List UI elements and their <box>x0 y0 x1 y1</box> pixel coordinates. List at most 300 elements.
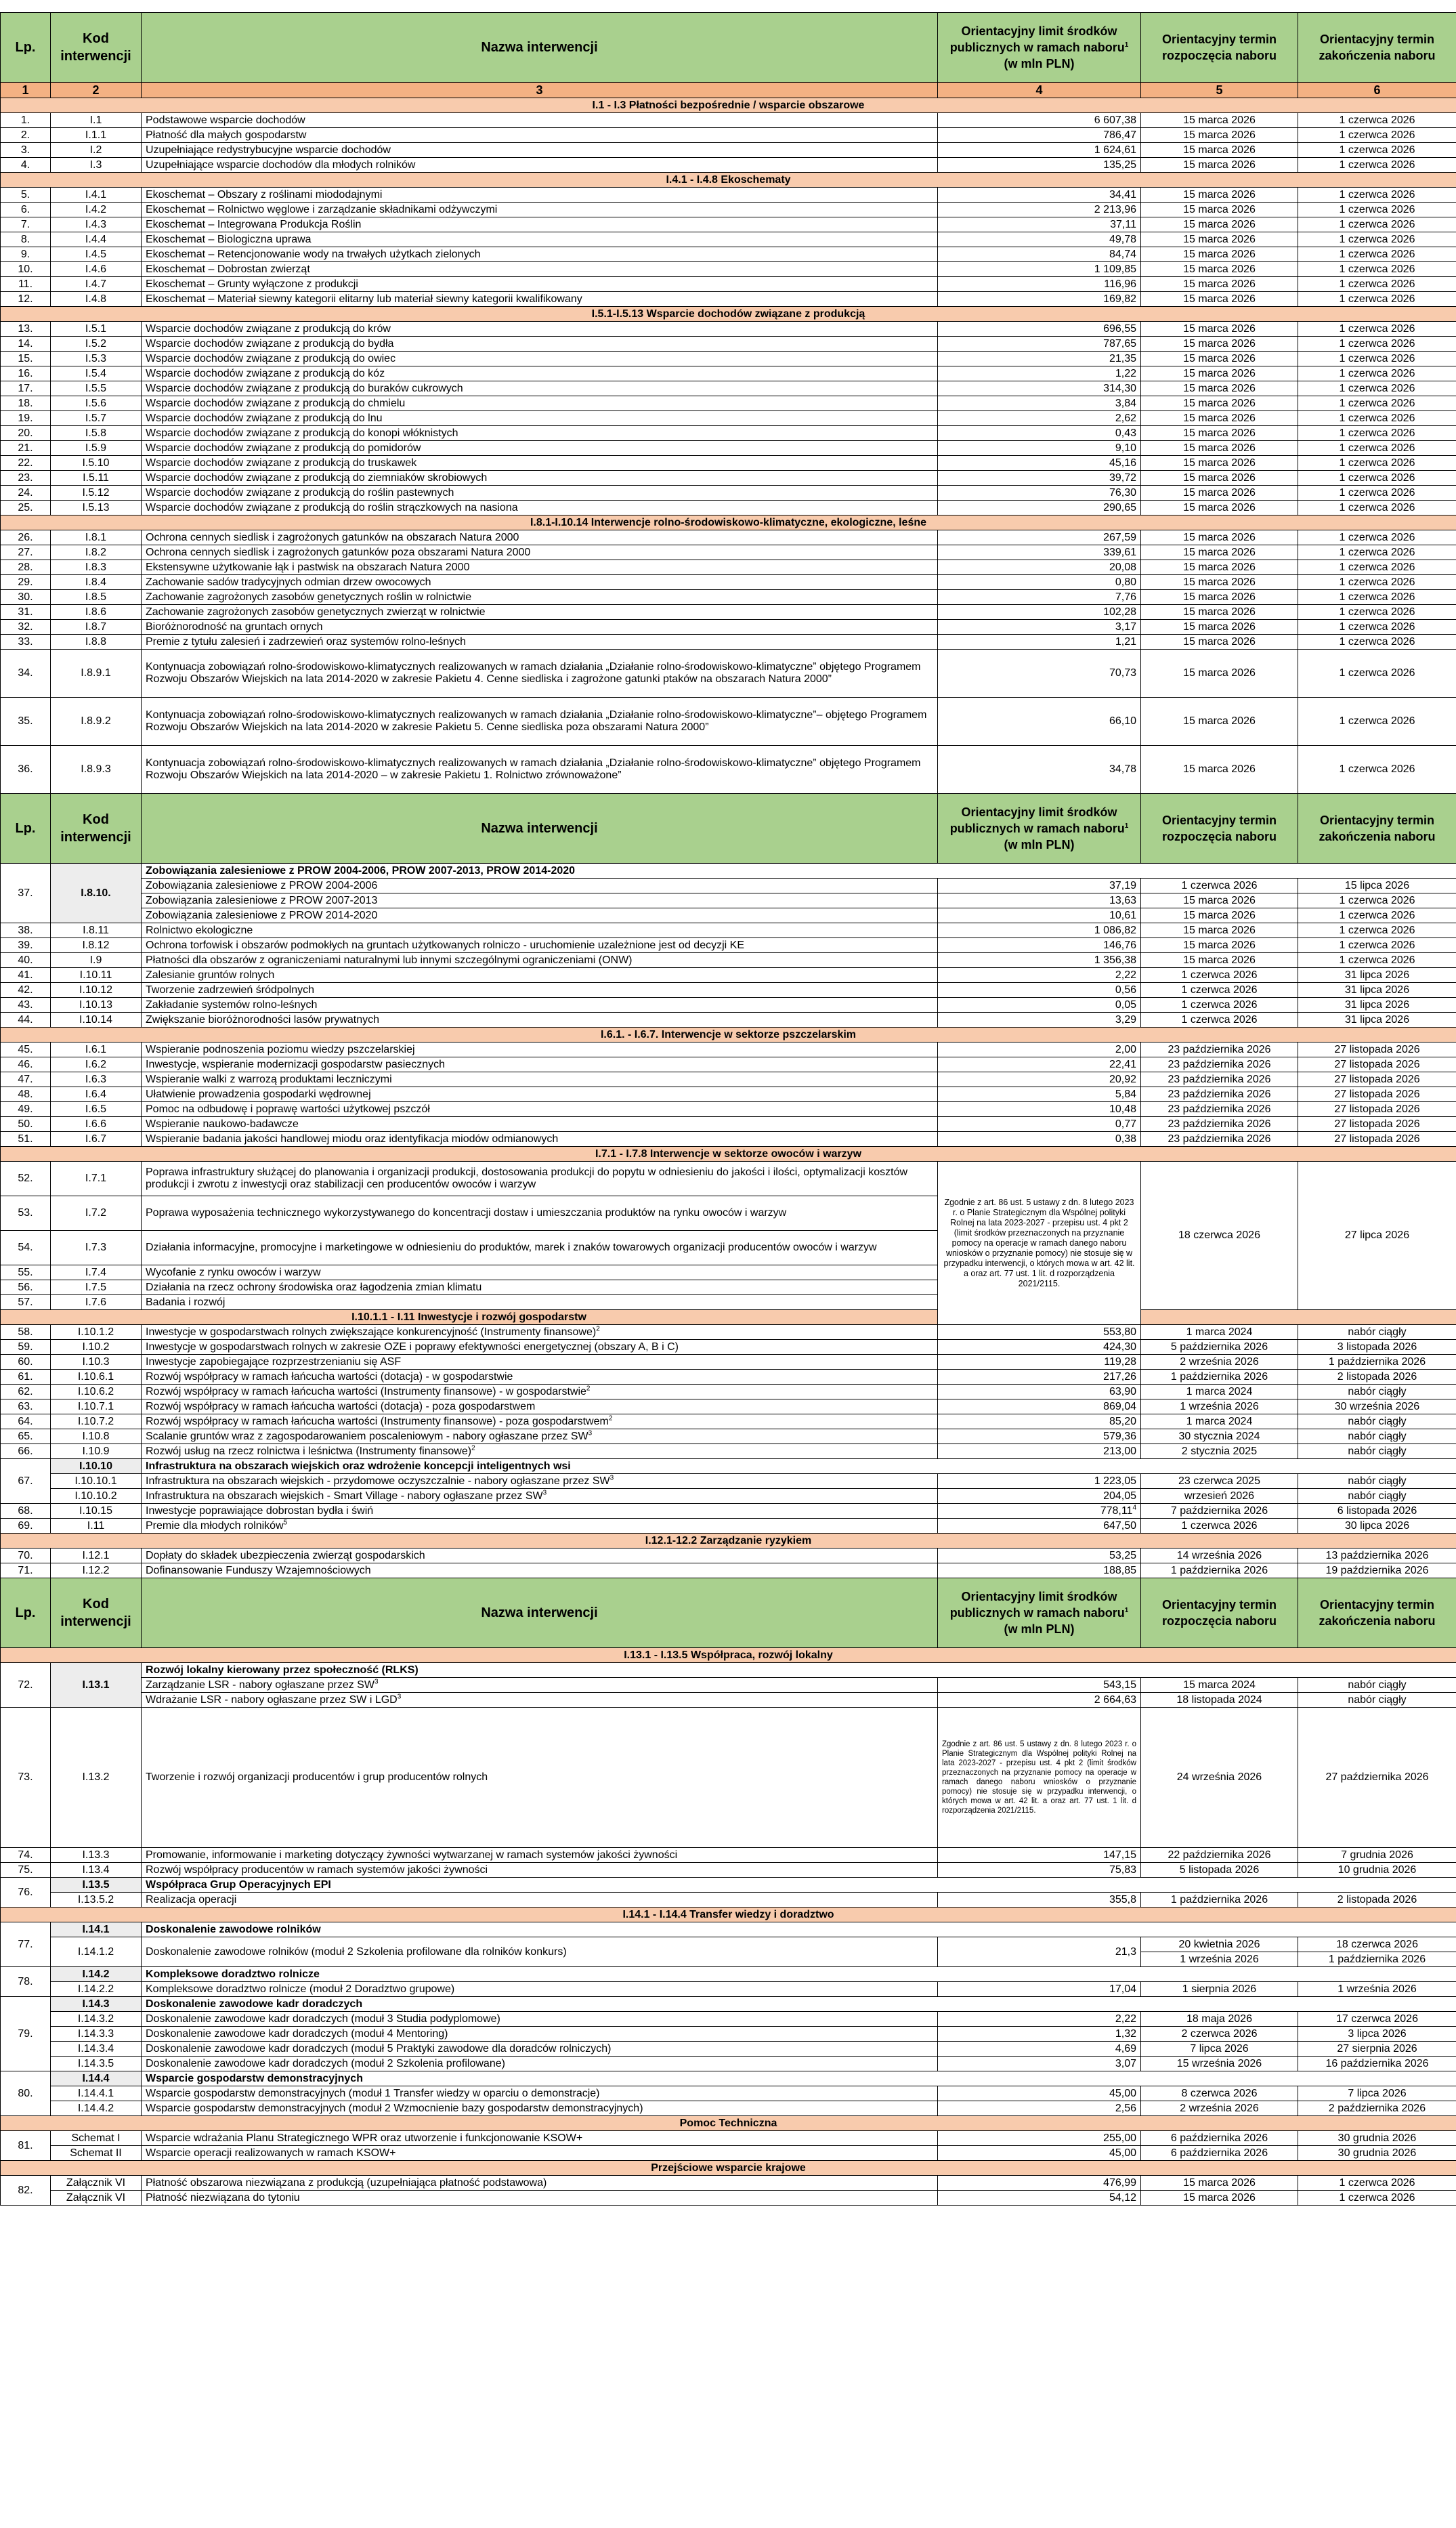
section-row <box>1 307 1456 322</box>
row-start: 15 marca 2026 <box>1141 698 1298 746</box>
row-kod: I.10.14 <box>51 1013 142 1028</box>
row-start: 18 maja 2026 <box>1141 2012 1298 2027</box>
row-limit: 22,41 <box>938 1057 1141 1072</box>
row-lp: 10. <box>1 262 51 277</box>
row-end: 1 czerwca 2026 <box>1298 292 1456 307</box>
footnote-mark: 4 <box>1132 1504 1136 1512</box>
row-start: 1 września 2026 <box>1141 1399 1298 1414</box>
section-title: I.8.1-I.10.14 Interwencje rolno-środowiskowo-klimatyczne, ekologiczne, leśne <box>1 515 1456 530</box>
row-name: Uzupełniające wsparcie dochodów dla młodych rolników <box>142 158 938 173</box>
table-row <box>1 1444 1456 1459</box>
row-limit: 2 664,63 <box>938 1693 1141 1708</box>
row-end: 27 lipca 2026 <box>1298 1162 1456 1310</box>
row-name: Kompleksowe doradztwo rolnicze (moduł 2 Doradztwo grupowe) <box>142 1982 938 1997</box>
row-kod: Załącznik VI <box>51 2191 142 2206</box>
row-start: 15 marca 2026 <box>1141 158 1298 173</box>
row-kod: I.10.11 <box>51 968 142 983</box>
group-sub-row <box>1 2101 1456 2116</box>
col-header-lp: Lp. <box>1 794 51 864</box>
group-title: Infrastruktura na obszarach wiejskich oraz wdrożenie koncepcji inteligentnych wsi <box>142 1459 1456 1474</box>
row-limit: 7,76 <box>938 590 1141 605</box>
row-lp: 63. <box>1 1399 51 1414</box>
row-start: 15 marca 2026 <box>1141 262 1298 277</box>
row-kod: I.10.7.2 <box>51 1414 142 1429</box>
group-sub-row <box>1 879 1456 893</box>
section-row <box>1 1534 1456 1549</box>
row-limit: 147,15 <box>938 1848 1141 1863</box>
table-row <box>1 1057 1456 1072</box>
row-kod: I.8.8 <box>51 635 142 650</box>
row-name: Rozwój współpracy w ramach łańcucha wartości (Instrumenty finansowe) - w gospodarstwie$^2$ <box>142 1385 938 1399</box>
row-name: Ochrona cennych siedlisk i zagrożonych gatunków na obszarach Natura 2000 <box>142 530 938 545</box>
row-name: Zakładanie systemów rolno-leśnych <box>142 998 938 1013</box>
row-limit: 49,78 <box>938 232 1141 247</box>
table-row <box>1 1087 1456 1102</box>
row-end: 1 czerwca 2026 <box>1298 188 1456 203</box>
group-sub-row <box>1 2027 1456 2042</box>
table-row <box>1 217 1456 232</box>
row-name: Zobowiązania zalesieniowe z PROW 2004-2006 <box>142 879 938 893</box>
row-name: Płatność dla małych gospodarstw <box>142 128 938 143</box>
row-end: 27 listopada 2026 <box>1298 1057 1456 1072</box>
row-lp: 28. <box>1 560 51 575</box>
row-name: Doskonalenie zawodowe rolników (moduł 2 Szkolenia profilowane dla rolników konkurs) <box>142 1937 938 1967</box>
row-start: 15 marca 2026 <box>1141 232 1298 247</box>
row-kod: I.5.10 <box>51 456 142 471</box>
column-number: 3 <box>142 83 938 98</box>
footnote-mark: 3 <box>374 1678 379 1686</box>
row-lp: 16. <box>1 366 51 381</box>
row-kod: I.1 <box>51 113 142 128</box>
row-end: 1 czerwca 2026 <box>1298 575 1456 590</box>
row-name: Wsparcie dochodów związane z produkcją do lnu <box>142 411 938 426</box>
row-end: 16 października 2026 <box>1298 2057 1456 2071</box>
row-kod: I.10.15 <box>51 1504 142 1519</box>
group-title: Zobowiązania zalesieniowe z PROW 2004-2006, PROW 2007-2013, PROW 2014-2020 <box>142 864 1456 879</box>
row-lp: 7. <box>1 217 51 232</box>
row-limit: 45,16 <box>938 456 1141 471</box>
table-row <box>1 650 1456 698</box>
row-limit: 76,30 <box>938 486 1141 501</box>
row-name: Pomoc na odbudowę i poprawę wartości użytkowej pszczół <box>142 1102 938 1117</box>
row-kod: I.10.2 <box>51 1340 142 1355</box>
row-limit: 21,35 <box>938 352 1141 366</box>
row-end: 1 czerwca 2026 <box>1298 322 1456 337</box>
row-lp: 54. <box>1 1231 51 1265</box>
row-start: 15 marca 2026 <box>1141 545 1298 560</box>
row-limit: 3,84 <box>938 396 1141 411</box>
row-lp: 50. <box>1 1117 51 1132</box>
row-lp: 23. <box>1 471 51 486</box>
row-kod: Załącznik VI <box>51 2176 142 2191</box>
row-limit: 0,80 <box>938 575 1141 590</box>
group-sub-row <box>1 893 1456 908</box>
row-limit: 54,12 <box>938 2191 1141 2206</box>
row-lp: 67. <box>1 1459 51 1504</box>
row-end: 7 grudnia 2026 <box>1298 1848 1456 1863</box>
row-lp: 69. <box>1 1519 51 1534</box>
table-row <box>1 530 1456 545</box>
row-limit: 476,99 <box>938 2176 1141 2191</box>
row-name: Promowanie, informowanie i marketing dotyczący żywności wytwarzanej w ramach systemów jakości żywności <box>142 1848 938 1863</box>
row-limit: 34,78 <box>938 746 1141 794</box>
row-name: Wsparcie dochodów związane z produkcją do buraków cukrowych <box>142 381 938 396</box>
row-limit: 778,11$^4$ <box>938 1504 1141 1519</box>
table-row <box>1 203 1456 217</box>
row-lp: 30. <box>1 590 51 605</box>
section-title: I.7.1 - I.7.8 Interwencje w sektorze owoców i warzyw <box>1 1147 1456 1162</box>
row-kod: I.14.3.3 <box>51 2027 142 2042</box>
row-lp: 59. <box>1 1340 51 1355</box>
row-limit: 1 624,61 <box>938 143 1141 158</box>
row-limit: 169,82 <box>938 292 1141 307</box>
row-kod: I.10.9 <box>51 1444 142 1459</box>
row-lp: 15. <box>1 352 51 366</box>
section-row <box>1 515 1456 530</box>
col-header-limit: Orientacyjny limit środków publicznych w ramach naboru$^1$ (w mln PLN) <box>938 13 1141 83</box>
row-start: 1 czerwca 2026 <box>1141 968 1298 983</box>
section-row <box>1 1648 1456 1663</box>
row-start: 15 marca 2026 <box>1141 337 1298 352</box>
table-row <box>1 1117 1456 1132</box>
row-limit: 116,96 <box>938 277 1141 292</box>
col-header-end: Orientacyjny termin zakończenia naboru <box>1298 13 1456 83</box>
row-limit: 255,00 <box>938 2131 1141 2146</box>
row-lp: 58. <box>1 1325 51 1340</box>
row-kod: I.10.6.1 <box>51 1370 142 1385</box>
table-row <box>1 590 1456 605</box>
row-kod: I.8.7 <box>51 620 142 635</box>
row-name: Premie z tytułu zalesień i zadrzewień oraz systemów rolno-leśnych <box>142 635 938 650</box>
header-row <box>1 794 1456 864</box>
row-end: nabór ciągły <box>1298 1414 1456 1429</box>
row-kod: I.4.5 <box>51 247 142 262</box>
row-name: Rolnictwo ekologiczne <box>142 923 938 938</box>
row-limit: 20,08 <box>938 560 1141 575</box>
row-end: nabór ciągły <box>1298 1693 1456 1708</box>
row-lp: 41. <box>1 968 51 983</box>
row-start: 15 marca 2026 <box>1141 143 1298 158</box>
row-limit: 39,72 <box>938 471 1141 486</box>
row-start: 15 marca 2026 <box>1141 923 1298 938</box>
row-limit: 786,47 <box>938 128 1141 143</box>
row-lp: 40. <box>1 953 51 968</box>
row-name: Wycofanie z rynku owoców i warzyw <box>142 1265 938 1280</box>
section-row <box>1 1310 1456 1325</box>
row-kod: I.13.5.2 <box>51 1893 142 1908</box>
row-start: 15 marca 2026 <box>1141 456 1298 471</box>
row-lp: 9. <box>1 247 51 262</box>
row-lp: 77. <box>1 1922 51 1967</box>
col-header-kod: Kod interwencji <box>51 1578 142 1648</box>
table-row <box>1 143 1456 158</box>
row-name: Poprawa wyposażenia technicznego wykorzystywanego do koncentracji dostaw i umieszczania produktów na rynku owoców i warzyw <box>142 1196 938 1231</box>
row-start: 1 czerwca 2026 <box>1141 1519 1298 1534</box>
table-row <box>1 1102 1456 1117</box>
row-name: Wsparcie dochodów związane z produkcją do roślin strączkowych na nasiona <box>142 501 938 515</box>
col-header-kod: Kod interwencji <box>51 794 142 864</box>
table-row <box>1 1429 1456 1444</box>
table-row <box>1 560 1456 575</box>
row-kod: I.4.8 <box>51 292 142 307</box>
row-kod: Schemat II <box>51 2146 142 2161</box>
row-lp: 74. <box>1 1848 51 1863</box>
row-end: 1 czerwca 2026 <box>1298 366 1456 381</box>
column-number: 5 <box>1141 83 1298 98</box>
row-kod: I.13.5 <box>51 1878 142 1893</box>
row-start: 15 marca 2026 <box>1141 893 1298 908</box>
row-start: 15 marca 2026 <box>1141 2191 1298 2206</box>
row-start: 7 października 2026 <box>1141 1504 1298 1519</box>
table-row <box>1 1414 1456 1429</box>
group-sub-row <box>1 2012 1456 2027</box>
col-header-end: Orientacyjny termin zakończenia naboru <box>1298 794 1456 864</box>
row-limit: 3,07 <box>938 2057 1141 2071</box>
row-name: Kontynuacja zobowiązań rolno-środowiskowo-klimatycznych realizowanych w ramach działania „Działanie rolno-środowiskowo-klimatyczne”– objętego Programem Rozwoju Obszarów Wiejskich na lata 2014-2020 w zakresie Pakietu 5. Cenne siedliska poza obszarami Natura 2000” <box>142 698 938 746</box>
row-end: 27 listopada 2026 <box>1298 1132 1456 1147</box>
row-name: Wsparcie dochodów związane z produkcją do roślin pastewnych <box>142 486 938 501</box>
table-row <box>1 1013 1456 1028</box>
row-kod: I.5.4 <box>51 366 142 381</box>
row-kod: I.5.6 <box>51 396 142 411</box>
row-end: 13 października 2026 <box>1298 1549 1456 1563</box>
row-name: Wsparcie gospodarstw demonstracyjnych (moduł 2 Wzmocnienie bazy gospodarstw demonstracyjnych) <box>142 2101 938 2116</box>
row-kod: I.7.6 <box>51 1295 142 1310</box>
row-start: 5 października 2026 <box>1141 1340 1298 1355</box>
row-start: 1 marca 2024 <box>1141 1414 1298 1429</box>
row-end: 19 października 2026 <box>1298 1563 1456 1578</box>
row-name: Płatność niezwiązana do tytoniu <box>142 2191 938 2206</box>
row-kod: I.5.3 <box>51 352 142 366</box>
group-title-row <box>1 1997 1456 2012</box>
row-name: Ekoschemat – Retencjonowanie wody na trwałych użytkach zielonych <box>142 247 938 262</box>
row-name: Wspieranie walki z warrozą produktami leczniczymi <box>142 1072 938 1087</box>
row-kod: I.10.8 <box>51 1429 142 1444</box>
row-kod: I.5.12 <box>51 486 142 501</box>
row-name: Inwestycje w gospodarstwach rolnych zwiększające konkurencyjność (Instrumenty finansowe)$^2$ <box>142 1325 938 1340</box>
table-row <box>1 1863 1456 1878</box>
row-kod: I.1.1 <box>51 128 142 143</box>
table-row <box>1 2176 1456 2191</box>
row-lp: 8. <box>1 232 51 247</box>
row-limit: 543,15 <box>938 1678 1141 1693</box>
row-start: 23 października 2026 <box>1141 1057 1298 1072</box>
table-row <box>1 1042 1456 1057</box>
table-row <box>1 605 1456 620</box>
column-number: 4 <box>938 83 1141 98</box>
row-lp: 34. <box>1 650 51 698</box>
row-name: Wsparcie dochodów związane z produkcją do kóz <box>142 366 938 381</box>
row-lp: 11. <box>1 277 51 292</box>
row-end: 1 czerwca 2026 <box>1298 698 1456 746</box>
row-limit: 0,43 <box>938 426 1141 441</box>
row-limit: 53,25 <box>938 1549 1141 1563</box>
row-kod: I.4.2 <box>51 203 142 217</box>
row-start: 23 października 2026 <box>1141 1042 1298 1057</box>
row-end: 1 czerwca 2026 <box>1298 893 1456 908</box>
row-name: Zachowanie zagrożonych zasobów genetycznych zwierząt w rolnictwie <box>142 605 938 620</box>
row-name: Ekoschemat – Dobrostan zwierząt <box>142 262 938 277</box>
row-start: 5 listopada 2026 <box>1141 1863 1298 1878</box>
row-name: Doskonalenie zawodowe kadr doradczych (moduł 4 Mentoring) <box>142 2027 938 2042</box>
row-kod: I.4.3 <box>51 217 142 232</box>
col-header-start: Orientacyjny termin rozpoczęcia naboru <box>1141 794 1298 864</box>
row-name: Bioróżnorodność na gruntach ornych <box>142 620 938 635</box>
row-limit: 21,3 <box>938 1937 1141 1967</box>
row-end: 27 listopada 2026 <box>1298 1087 1456 1102</box>
row-name: Wsparcie operacji realizowanych w ramach KSOW+ <box>142 2146 938 2161</box>
row-start: 15 marca 2026 <box>1141 441 1298 456</box>
table-row <box>1 1504 1456 1519</box>
group-title: Rozwój lokalny kierowany przez społeczność (RLKS) <box>142 1663 1456 1678</box>
row-kod: I.14.4.2 <box>51 2101 142 2116</box>
row-kod: Schemat I <box>51 2131 142 2146</box>
row-name: Wsparcie dochodów związane z produkcją do bydła <box>142 337 938 352</box>
row-limit: 579,36 <box>938 1429 1141 1444</box>
table-row <box>1 381 1456 396</box>
row-start: 15 marca 2026 <box>1141 746 1298 794</box>
row-limit: 355,8 <box>938 1893 1141 1908</box>
row-end: 1 czerwca 2026 <box>1298 158 1456 173</box>
row-start: 15 marca 2024 <box>1141 1678 1298 1693</box>
row-name: Dofinansowanie Funduszy Wzajemnościowych <box>142 1563 938 1578</box>
table-row <box>1 486 1456 501</box>
row-kod: I.4.4 <box>51 232 142 247</box>
row-end: 1 czerwca 2026 <box>1298 650 1456 698</box>
header-row <box>1 1578 1456 1648</box>
row-kod: I.4.7 <box>51 277 142 292</box>
row-kod: I.14.4 <box>51 2071 142 2086</box>
row-start: 15 marca 2026 <box>1141 128 1298 143</box>
row-end: nabór ciągły <box>1298 1678 1456 1693</box>
row-kod: I.6.7 <box>51 1132 142 1147</box>
row-kod: I.14.1.2 <box>51 1937 142 1967</box>
row-name: Wspieranie podnoszenia poziomu wiedzy pszczelarskiej <box>142 1042 938 1057</box>
row-lp: 26. <box>1 530 51 545</box>
col-header-name: Nazwa interwencji <box>142 1578 938 1648</box>
row-name: Badania i rozwój <box>142 1295 938 1310</box>
row-end: 1 czerwca 2026 <box>1298 203 1456 217</box>
col-header-lp: Lp. <box>1 13 51 83</box>
table-row <box>1 1399 1456 1414</box>
row-end: 1 czerwca 2026 <box>1298 396 1456 411</box>
row-limit: 63,90 <box>938 1385 1141 1399</box>
row-lp: 55. <box>1 1265 51 1280</box>
row-end: 1 czerwca 2026 <box>1298 381 1456 396</box>
row-start: 15 marca 2026 <box>1141 322 1298 337</box>
group-title: Doskonalenie zawodowe kadr doradczych <box>142 1997 1456 2012</box>
footnote-mark: 3 <box>609 1474 614 1482</box>
row-name: Poprawa infrastruktury służącej do planowania i organizacji produkcji, dostosowania produkcji do popytu w odniesieniu do jakości i ilości, optymalizacji kosztów produkcji i zwrotu z inwestycji oraz stabilizacji cen producentów owoców i warzyw <box>142 1162 938 1196</box>
section-title: I.4.1 - I.4.8 Ekoschematy <box>1 173 1456 188</box>
footnote-mark: 1 <box>1124 822 1129 830</box>
table-row <box>1 1132 1456 1147</box>
row-name: Rozwój współpracy w ramach łańcucha wartości (Instrumenty finansowe) - poza gospodarstwem$^2$ <box>142 1414 938 1429</box>
row-end: 1 czerwca 2026 <box>1298 2191 1456 2206</box>
row-name: Wsparcie gospodarstw demonstracyjnych (moduł 1 Transfer wiedzy w oparciu o demonstracje) <box>142 2086 938 2101</box>
row-limit: 3,29 <box>938 1013 1141 1028</box>
row-kod: I.8.2 <box>51 545 142 560</box>
row-end: 17 czerwca 2026 <box>1298 2012 1456 2027</box>
section-title: I.5.1-I.5.13 Wsparcie dochodów związane z produkcją <box>1 307 1456 322</box>
row-start: 15 marca 2026 <box>1141 381 1298 396</box>
row-limit: 290,65 <box>938 501 1141 515</box>
section-row <box>1 98 1456 113</box>
row-name: Doskonalenie zawodowe kadr doradczych (moduł 2 Szkolenia profilowane) <box>142 2057 938 2071</box>
row-end: 1 października 2026 <box>1298 1355 1456 1370</box>
row-lp: 46. <box>1 1057 51 1072</box>
row-name: Dopłaty do składek ubezpieczenia zwierząt gospodarskich <box>142 1549 938 1563</box>
group-title: Wsparcie gospodarstw demonstracyjnych <box>142 2071 1456 2086</box>
intervention-table <box>0 12 1456 2206</box>
row-end: 27 listopada 2026 <box>1298 1102 1456 1117</box>
row-end: 30 grudnia 2026 <box>1298 2146 1456 2161</box>
row-name: Rozwój współpracy w ramach łańcucha wartości (dotacja) - poza gospodarstwem <box>142 1399 938 1414</box>
row-start: 23 października 2026 <box>1141 1072 1298 1087</box>
row-limit: 1,22 <box>938 366 1141 381</box>
row-start: 18 listopada 2024 <box>1141 1693 1298 1708</box>
row-kod: I.6.6 <box>51 1117 142 1132</box>
row-kod: I.13.3 <box>51 1848 142 1863</box>
table-row <box>1 1325 1456 1340</box>
row-end: 1 czerwca 2026 <box>1298 590 1456 605</box>
row-lp: 24. <box>1 486 51 501</box>
group-sub-row <box>1 1693 1456 1708</box>
row-limit: 339,61 <box>938 545 1141 560</box>
row-name: Wspieranie naukowo-badawcze <box>142 1117 938 1132</box>
row-start: 15 marca 2026 <box>1141 501 1298 515</box>
table-row <box>1 1385 1456 1399</box>
table-row <box>1 698 1456 746</box>
row-lp: 75. <box>1 1863 51 1878</box>
table-row <box>1 411 1456 426</box>
table-row <box>1 1072 1456 1087</box>
row-start: 30 stycznia 2024 <box>1141 1429 1298 1444</box>
row-kod: I.10.1.2 <box>51 1325 142 1340</box>
row-start: 15 marca 2026 <box>1141 247 1298 262</box>
row-start: 23 października 2026 <box>1141 1117 1298 1132</box>
row-start: 15 marca 2026 <box>1141 590 1298 605</box>
table-row <box>1 247 1456 262</box>
row-kod: I.5.1 <box>51 322 142 337</box>
limit-note: Zgodnie z art. 86 ust. 5 ustawy z dn. 8 lutego 2023 r. o Planie Strategicznym dla Wspólnej polityki Rolnej na lata 2023-2027 - przepisu ust. 4 pkt 2 (limit środków przeznaczonych na przyznanie pomocy na operacje w ramach danego naboru wniosków o przyznanie pomocy) nie stosuje się w przypadku interwencji, o których mowa w art. 42 lit. a oraz art. 77 ust. 1 lit. d rozporządzenia 2021/2115. <box>938 1708 1141 1848</box>
row-start: 22 października 2026 <box>1141 1848 1298 1863</box>
row-name: Rozwój usług na rzecz rolnictwa i leśnictwa (Instrumenty finansowe)$^2$ <box>142 1444 938 1459</box>
row-kod: I.14.1 <box>51 1922 142 1937</box>
row-lp: 18. <box>1 396 51 411</box>
row-end: 1 czerwca 2026 <box>1298 277 1456 292</box>
section-row <box>1 2116 1456 2131</box>
row-kod: I.4.1 <box>51 188 142 203</box>
row-end: 30 lipca 2026 <box>1298 1519 1456 1534</box>
row-lp: 64. <box>1 1414 51 1429</box>
row-limit: 37,11 <box>938 217 1141 232</box>
row-kod: I.4.6 <box>51 262 142 277</box>
row-limit: 217,26 <box>938 1370 1141 1385</box>
column-number-row <box>1 83 1456 98</box>
group-sub-row <box>1 2042 1456 2057</box>
row-limit: 5,84 <box>938 1087 1141 1102</box>
row-kod: I.10.10 <box>51 1459 142 1474</box>
row-kod: I.8.10. <box>51 864 142 923</box>
table-row <box>1 1563 1456 1578</box>
table-row <box>1 262 1456 277</box>
table-row <box>1 1549 1456 1563</box>
row-limit: 2,56 <box>938 2101 1141 2116</box>
column-number: 1 <box>1 83 51 98</box>
row-start: 8 czerwca 2026 <box>1141 2086 1298 2101</box>
row-lp: 62. <box>1 1385 51 1399</box>
